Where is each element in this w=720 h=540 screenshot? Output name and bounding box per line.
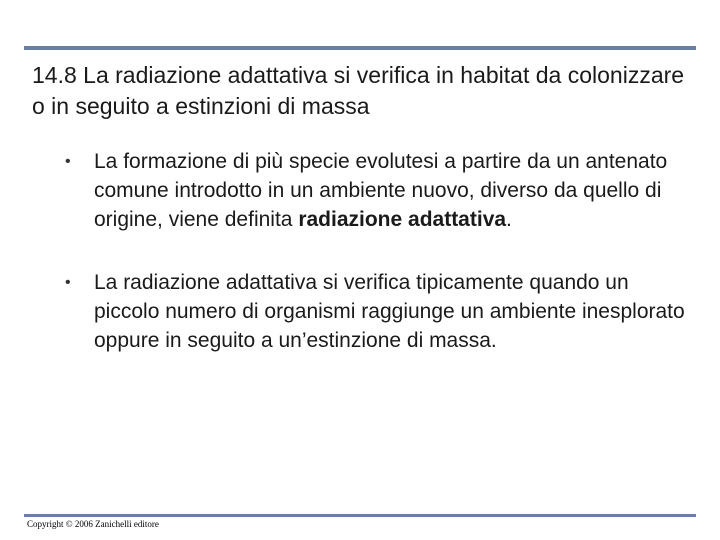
bullet-list (62, 147, 692, 389)
slide-title: 14.8 La radiazione adattativa si verifica in habitat da colonizzare o in seguito a estinzioni di massa (32, 62, 685, 119)
bullet-item-2 (62, 268, 692, 355)
bullet-marker: • (65, 153, 71, 170)
bullet-1-text: La formazione di più specie evolutesi a partire da un antenato comune introdotto in un ambiente nuovo, diverso da quello di origine, viene definita (94, 150, 668, 231)
copyright-footer: Copyright © 2006 Zanichelli editore (27, 519, 159, 529)
bullet-1-bold-term: radiazione adattativa (298, 208, 507, 231)
bottom-divider (24, 514, 696, 517)
bullet-marker: • (65, 274, 71, 291)
bullet-2-text: La radiazione adattativa si verifica tipicamente quando un piccolo numero di organismi raggiunge un ambiente inesplorato oppure in seguito a un’estinzione di massa. (94, 271, 685, 352)
top-divider (24, 46, 696, 50)
bullet-1-end: . (506, 208, 512, 231)
bullet-item-1 (62, 147, 692, 234)
